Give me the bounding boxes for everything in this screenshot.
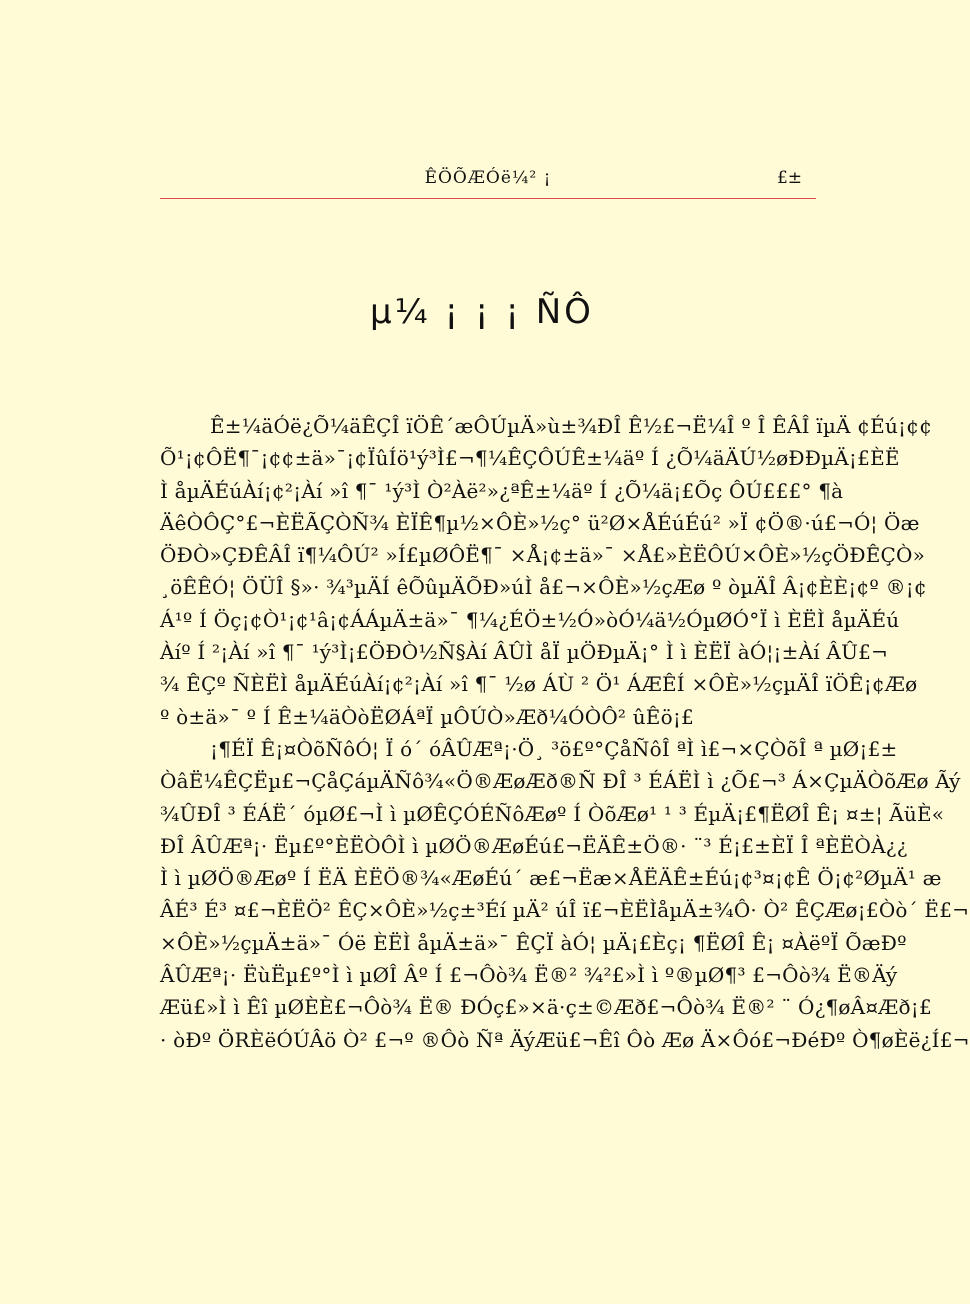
paragraph-line: º ò±ä»¯ º Í Ê±¼äÒòËØÁªÏ µÔÚÒ»Æð¼ÓÒÔ² ûÊö¡£ xyxy=(160,704,694,729)
running-title: ÊÖÕÆÓë¼² ¡ xyxy=(424,168,552,188)
paragraph-line: Æü£»Ì ì Êî µØÈÈ£¬Ôò¾ Ë® ÐÓç£»×ä·ç±©Æð£¬Ôò¾ Ë®² ¨ Ó¿¶øÂ¤Æð¡£ xyxy=(160,995,932,1020)
paragraph-line: Àíº Í ²¡Àí »î ¶¯ ¹ý³Ì¡£ÖÐÒ½Ñ§Àí ÂÛÌ åÏ µÖÐµÄ¡° Ì ì ÈËÏ àÓ¦¡±Àí ÂÛ£¬ xyxy=(160,640,889,665)
paragraph-line: ¡¶ÉÏ Ê¡¤ÒõÑôÓ¦ Ï ó´ óÂÛÆª¡·Ö¸ ³ö£º°ÇåÑôÎ ªÌ ì£¬×ÇÒõÎ ª µØ¡£± xyxy=(210,736,898,761)
paragraph xyxy=(160,410,933,733)
paragraph-line: ¸öÊÊÓ¦ ÖÜÎ §»· ¾³µÄÍ êÕûµÄÕÐ»úÌ å£¬×ÔÈ»½çÆø º òµÄÎ Â¡¢ÈÈ¡¢º ®¡¢ xyxy=(160,575,927,600)
paragraph-line: ¾ ÊÇº ÑÈËÌ åµÄÉúÀí¡¢²¡Àí »î ¶¯ ½ø ÁÙ ² Ö¹ ÁÆÊÍ ×ÔÈ»½çµÄÎ ïÖÊ¡¢Æø xyxy=(160,672,918,697)
paragraph-line: ÐÎ ÂÛÆª¡· Ëµ£º°ÈËÒÔÌ ì µØÖ®ÆøÉú£¬ËÄÊ±Ö®· ¨³ É¡£±ÈÏ Î ªÈËÒÀ¿¿ xyxy=(160,833,908,858)
paragraph-line: Ê±¼äÓë¿Õ¼äÊÇÎ ïÖÊ´æÔÚµÄ»ù±¾ÐÎ Ê½£¬Ë¼Î º Î ÊÂÎ ïµÄ ¢Éú¡¢¢ xyxy=(210,414,933,438)
chapter-title: µ¼ ¡ ¡ ¡ ÑÔ xyxy=(370,292,594,332)
paragraph-line: ×ÔÈ»½çµÄ±ä»¯ Óë ÈËÌ åµÄ±ä»¯ ÊÇÏ àÓ¦ µÄ¡£Èç¡ ¶ËØÎ Ê¡ ¤ÀëºÏ ÕæÐº xyxy=(160,930,907,955)
paragraph-line: ÂÉ³ É³ ¤£¬ÈËÖ² ÊÇ×ÔÈ»½ç±³Éí µÄ² úÎ ï£¬ÈËÌåµÄ±¾Ô· Ò² ÊÇÆø¡£Òò´ Ë£¬ xyxy=(160,898,970,923)
paragraph-line: · òÐº ÖRÈëÓÚÂö Ò² £¬º ®Ôò Ñª ÄýÆü£¬Êî Ôò Æø Ä×Ôó£¬ÐéÐº Ò¶øÈë¿Í£¬ xyxy=(160,1027,970,1052)
paragraph-line: Õ¹¡¢ÔË¶¯¡¢¢±ä»¯¡¢ÏûÍö¹ý³Ì£¬¶¼ÊÇÔÚÊ±¼äº Í ¿Õ¼äÄÚ½øÐÐµÄ¡£ÈË xyxy=(160,446,900,471)
body-text xyxy=(160,410,970,1056)
paragraph-line: Ì ì µØÖ®Æøº Í ËÄ ÈËÖ®¾«ÆøÉú´ æ£¬Ëæ×ÅËÄÊ±Éú¡¢³¤¡¢Ê Ö¡¢²ØµÄ¹ æ xyxy=(160,866,942,891)
paragraph-line: ¾ÛÐÎ ³ ÉÁË´ óµØ£¬Ì ì µØÊÇÓÉÑôÆøº Í ÒõÆø¹ ¹ ³ ÉµÄ¡£¶ËØÎ Ê¡ ¤±¦ ÃüÈ« xyxy=(160,801,945,826)
paragraph-line: Ì åµÄÉúÀí¡¢²¡Àí »î ¶¯ ¹ý³Ì Ò²Àë²»¿ªÊ±¼äº Í ¿Õ¼ä¡£Õç ÔÚ£££° ¶à xyxy=(160,478,844,503)
running-header xyxy=(160,168,816,199)
paragraph-line: ÒâË¼ÊÇËµ£¬ÇåÇáµÄÑô¾«Ö®ÆøÆð®Ñ ÐÎ ³ ÉÁËÌ ì ¿Õ£¬³ Á×ÇµÄÒõÆø Ãý xyxy=(160,769,961,794)
paragraph xyxy=(160,733,970,1056)
paragraph-line: ÄêÒÔÇ°£¬ÈËÃÇÒÑ¾ ÈÏÊ¶µ½×ÔÈ»½ç° ü²Ø×ÅÉúÉú² »Ï ¢Ö®·ú£¬Ó¦ Öæ xyxy=(160,510,920,535)
paragraph-line: ÖÐÒ»ÇÐÊÂÎ ï¶¼ÔÚ² »Í£µØÔË¶¯ ×Å¡¢±ä»¯ ×Å£»ÈËÔÚ×ÔÈ»½çÖÐÊÇÒ» xyxy=(160,543,926,568)
paragraph-line: Á¹º Í Öç¡¢Ò¹¡¢¹â¡¢ÁÁµÄ±ä»¯ ¶¼¿ÉÖ±½Ó»òÓ¼ä½ÓµØÓ°Ï ì ÈËÌ åµÄÉú xyxy=(160,607,900,632)
page-number: £± xyxy=(776,168,802,188)
paragraph-line: ÂÛÆª¡· ËùËµ£º°Ì ì µØÎ Âº Í £¬Ôò¾ Ë®² ¾²£»Ì ì º®µØ¶³ £¬Ôò¾ Ë®Äý xyxy=(160,963,898,988)
